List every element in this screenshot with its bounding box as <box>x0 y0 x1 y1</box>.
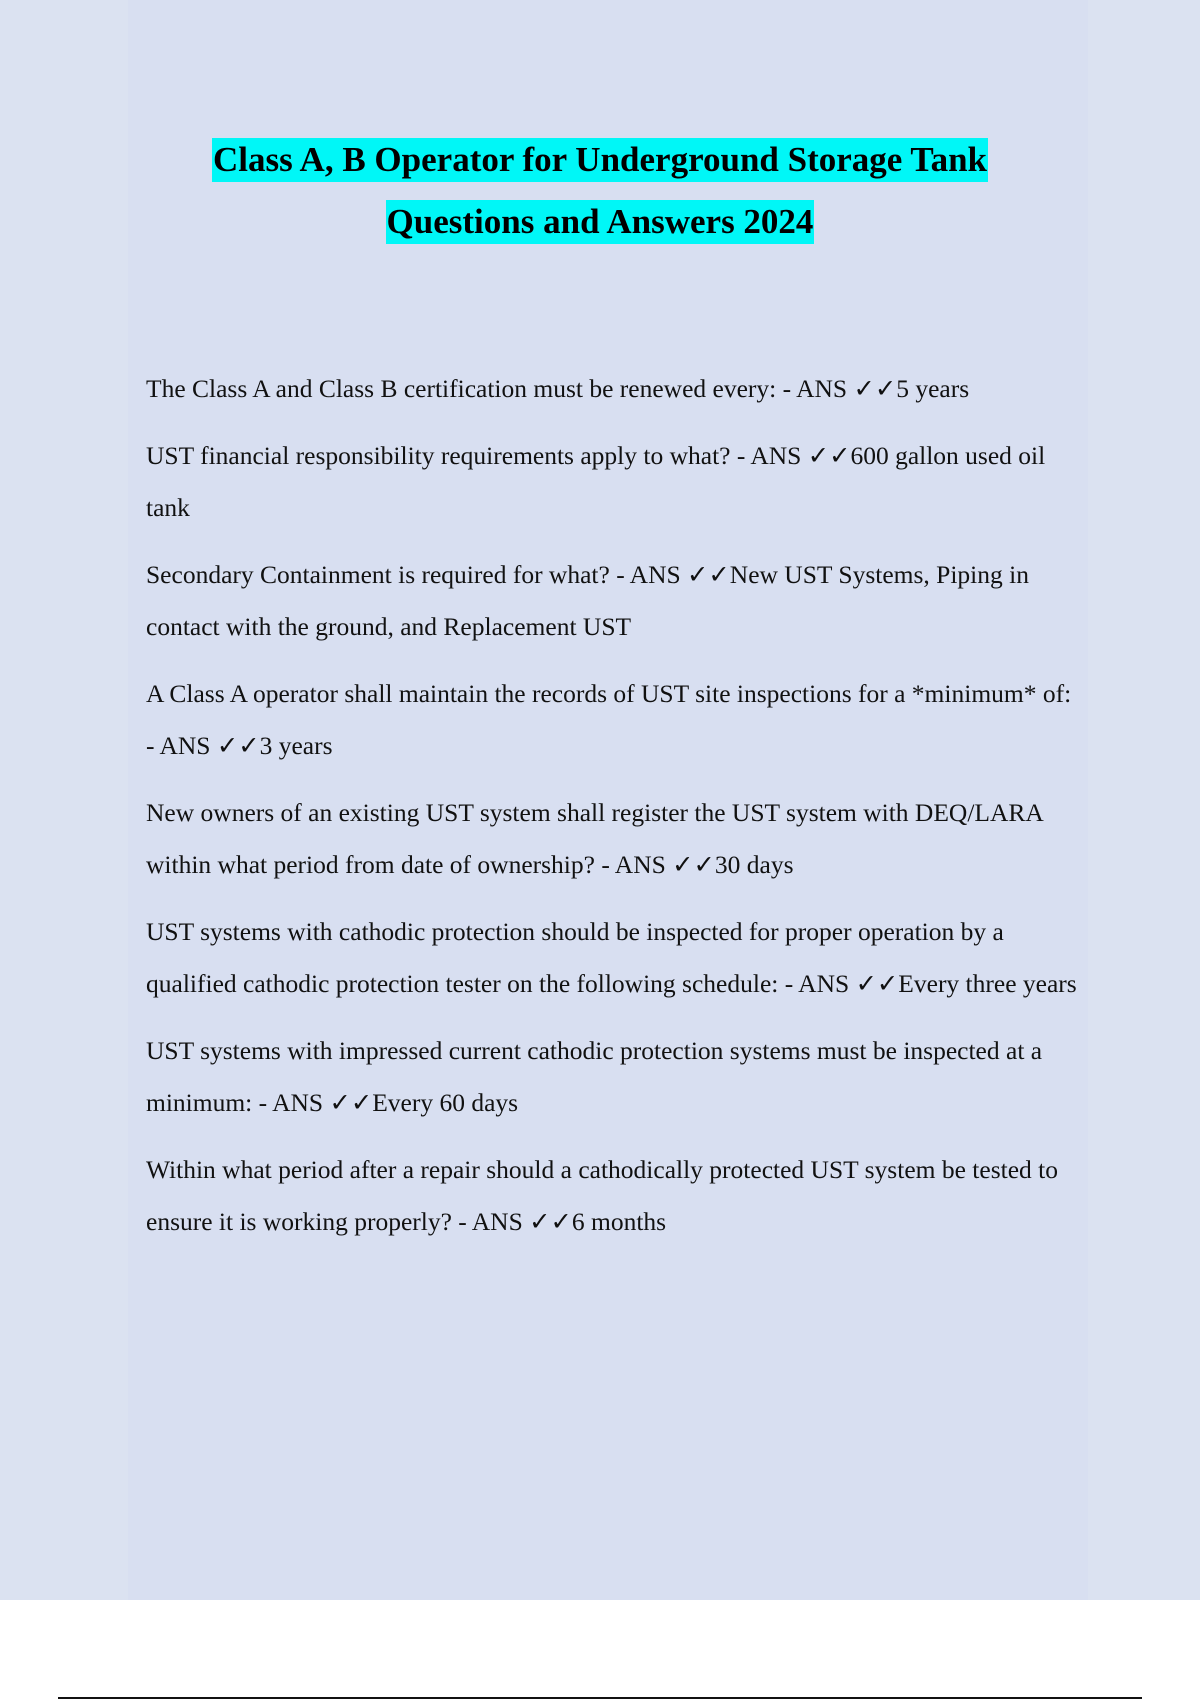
document-title <box>0 138 1200 244</box>
qa-item: Secondary Containment is required for what? - ANS ✓✓New UST Systems, Piping in contact with the ground, and Replacement UST <box>146 560 1029 641</box>
qa-item: UST financial responsibility requirements apply to what? - ANS ✓✓600 gallon used oil tank <box>146 441 1046 522</box>
qa-item: The Class A and Class B certification must be renewed every: - ANS ✓✓5 years <box>146 374 970 403</box>
title-line-1: Class A, B Operator for Underground Storage Tank <box>212 138 988 182</box>
qa-item: New owners of an existing UST system shall register the UST system with DEQ/LARA within what period from date of ownership? - ANS ✓✓30 days <box>146 798 1043 879</box>
title-line-gap <box>0 182 1200 200</box>
footer-divider <box>58 1697 1142 1699</box>
qa-list <box>146 363 1086 1263</box>
qa-item: UST systems with cathodic protection should be inspected for proper operation by a qualified cathodic protection tester on the following schedule: - ANS ✓✓Every three years <box>146 917 1077 998</box>
qa-item: UST systems with impressed current cathodic protection systems must be inspected at a minimum: - ANS ✓✓Every 60 days <box>146 1036 1043 1117</box>
title-line-2: Questions and Answers 2024 <box>386 200 815 244</box>
qa-item: Within what period after a repair should a cathodically protected UST system be tested to ensure it is working properly? - ANS ✓✓6 months <box>146 1155 1058 1236</box>
qa-item: A Class A operator shall maintain the records of UST site inspections for a *minimum* of: - ANS ✓✓3 years <box>146 679 1072 760</box>
